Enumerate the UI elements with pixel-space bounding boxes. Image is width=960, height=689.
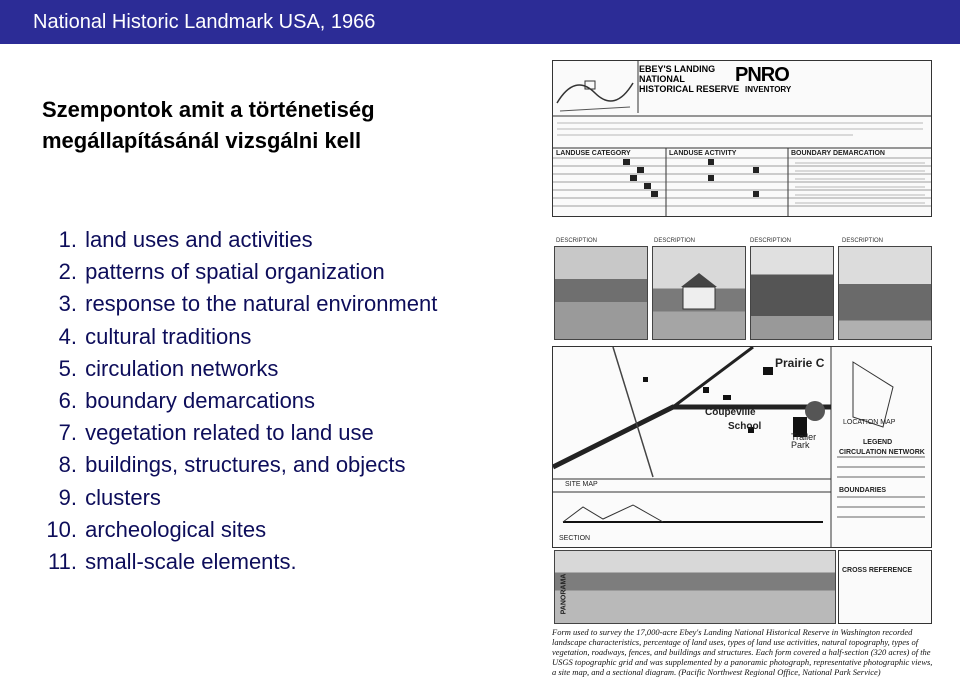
list-item [25,514,437,546]
list-item [25,256,437,288]
legend-label: LEGEND [863,439,893,446]
slide-header-title: National Historic Landmark USA, 1966 [33,11,376,33]
inventory-form-header [552,60,932,217]
slide-header-bar [0,0,960,44]
farmhouse-photo [652,246,746,340]
tree-road-photo [750,246,834,340]
form-title-line-3: HISTORICAL RESERVE [639,84,740,94]
site-map-drawing [553,347,931,547]
form-title-line-1: EBEY'S LANDING [639,64,716,74]
item-text: boundary demarcations [85,388,316,414]
boundary-demarcation-label: BOUNDARY DEMARCATION [791,150,885,157]
map-label-school: School [728,421,762,432]
location-map-label: LOCATION MAP [843,419,896,426]
map-label-coupeville: Coupeville [705,407,756,418]
list-item [25,449,437,481]
item-number: 1. [58,227,77,252]
item-text: small-scale elements. [85,549,297,575]
item-text: circulation networks [85,355,279,381]
circulation-network-label: CIRCULATION NETWORK [839,449,925,456]
heading-line-1: Szempontok amit a történetiség [42,97,375,122]
item-text: buildings, structures, and objects [85,452,406,478]
list-item [25,224,437,256]
item-text: cultural traditions [85,323,252,349]
item-number: 10. [46,516,77,542]
item-number: 4. [58,323,77,349]
form-title-line-2: NATIONAL [639,74,685,84]
item-text: response to the natural environment [85,291,438,317]
list-item [25,288,437,320]
survey-form-image [552,60,933,677]
photo-description-label: DESCRIPTION [750,238,792,244]
section-label: SECTION [559,535,591,542]
list-item [25,482,437,514]
map-label-trailer-park: Trailer Park [791,432,817,450]
panorama-photo [554,550,836,624]
slide-heading [42,94,542,156]
site-map-panel [552,346,932,548]
item-number: 5. [58,355,77,381]
item-number: 6. [58,388,77,414]
item-text: land uses and activities [85,227,313,252]
pnro-logo: PNRO [735,64,789,86]
figure-caption: Form used to survey the 17,000-acre Ebey's Landing National Historical Reserve in Washington recorded landscape characteristics, percentage of land uses, types of land use activities, natural topography, types of vegetation, roadways, fences, and buildings and structures. Each form covered a half-section (320 acres) of the USGS topographic grid and was supplemented by a panoramic photograph, representative photographic views, a site map, and a sectional diagram. (Pacific Northwest Regional Office, National Park Service) [552,627,933,677]
site-map-label: SITE MAP [565,481,598,488]
item-number: 7. [58,420,77,446]
item-number: 11. [48,549,77,575]
item-number: 9. [58,484,77,510]
inventory-label: INVENTORY [745,85,792,94]
criteria-list [25,224,437,578]
heading-line-2: megállapításánál vizsgálni kell [42,128,362,153]
photo-description-label: DESCRIPTION [654,238,696,244]
list-item [25,417,437,449]
landuse-activity-label: LANDUSE ACTIVITY [669,150,737,157]
house-trees-photo [838,246,932,340]
item-text: archeological sites [85,516,267,542]
list-item [25,385,437,417]
list-item [25,546,437,578]
item-text: vegetation related to land use [85,420,374,446]
item-text: patterns of spatial organization [85,259,385,285]
photo-description-label: DESCRIPTION [556,238,598,244]
item-number: 8. [58,452,77,478]
field-photo [554,246,648,340]
item-text: clusters [85,484,161,510]
cross-reference-label: CROSS REFERENCE [842,567,913,574]
landuse-category-label: LANDUSE CATEGORY [556,150,631,157]
map-label-prairie: Prairie C [775,356,825,370]
boundaries-label: BOUNDARIES [839,487,887,494]
item-number: 2. [58,259,77,285]
form-grid-lines [553,61,931,216]
farmhouse-icon [653,247,745,339]
cross-reference-box [838,550,932,624]
list-item [25,353,437,385]
item-number: 3. [58,291,77,317]
photo-description-label: DESCRIPTION [842,238,884,244]
panorama-label: PANORAMA [560,573,568,615]
list-item [25,321,437,353]
